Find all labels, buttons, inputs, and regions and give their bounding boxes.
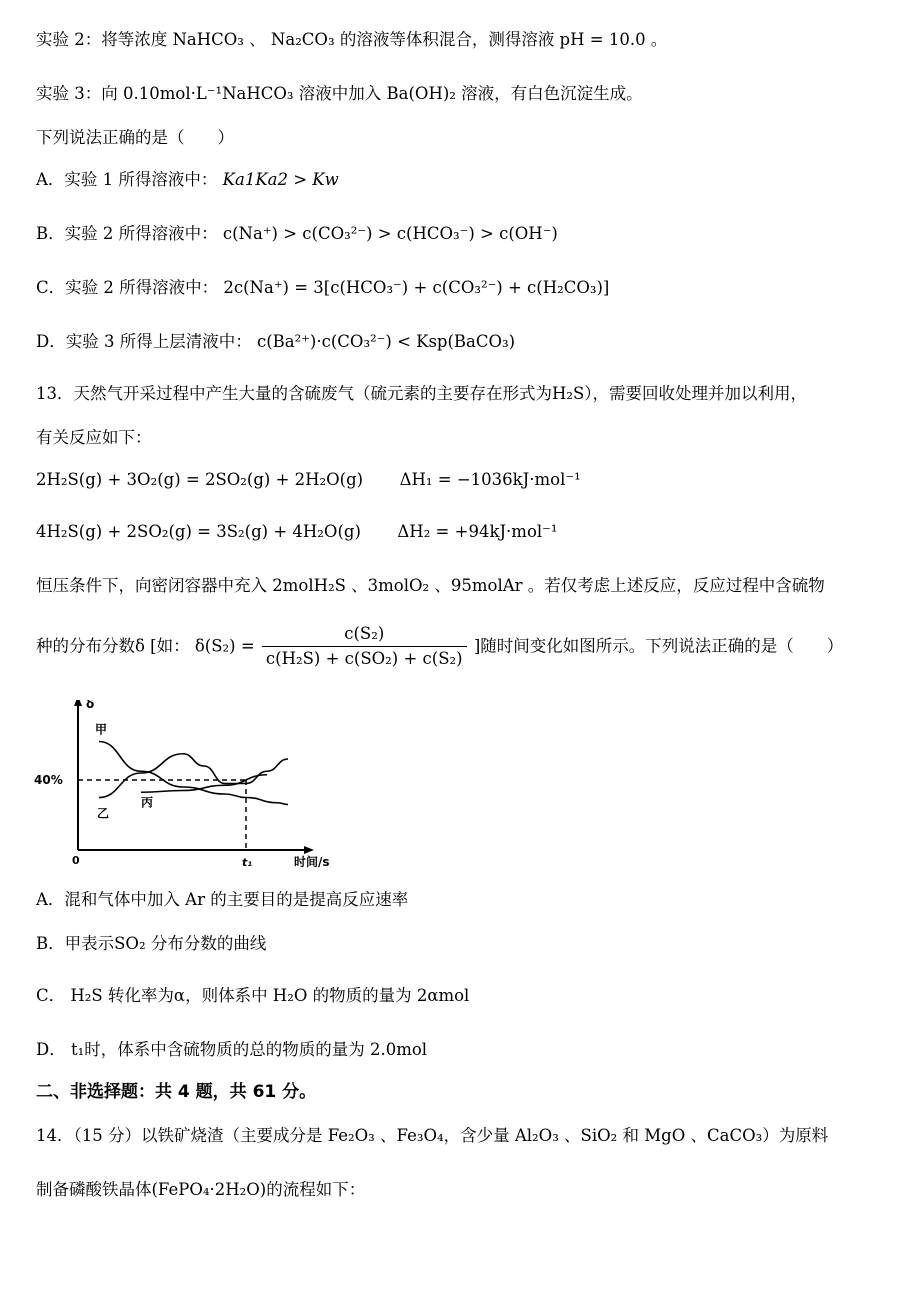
q13-option-a[interactable]: A．混和气体中加入 Ar 的主要目的是提高反应速率 [36, 890, 409, 909]
option-b-label: B．实验 2 所得溶液中： [36, 224, 218, 243]
exp3-text: 向 0.10mol·L⁻¹NaHCO₃ 溶液中加入 Ba(OH)₂ 溶液，有白色沉淀生成。 [101, 84, 643, 103]
exp2-text: 将等浓度 NaHCO₃ 、 Na₂CO₃ 的溶液等体积混合，测得溶液 pH = 10.0 。 [101, 30, 668, 49]
q12-option-d[interactable] [36, 332, 515, 352]
option-a-expr: Ka1Ka2 > Kw [222, 170, 339, 189]
eq1: 2H₂S(g) + 3O₂(g) = 2SO₂(g) + 2H₂O(g) [36, 470, 364, 489]
option-c-label: C．实验 2 所得溶液中： [36, 278, 219, 297]
def-post: ]随时间变化如图所示。下列说法正确的是（ ） [473, 636, 844, 656]
q14-line2: 制备磷酸铁晶体(FePO₄·2H₂O)的流程如下： [36, 1180, 366, 1199]
fraction-numerator: c(S₂) [262, 624, 467, 647]
y-axis-arrow [74, 700, 82, 706]
option-d-expr: c(Ba²⁺)·c(CO₃²⁻) < Ksp(BaCO₃) [256, 332, 516, 351]
eq2: 4H₂S(g) + 2SO₂(g) = 3S₂(g) + 4H₂O(g) [36, 522, 361, 541]
exp3-label: 实验 3： [36, 84, 102, 103]
y-axis-label: δ [86, 700, 95, 711]
section-2-heading: 二、非选择题：共 4 题，共 61 分。 [36, 1082, 317, 1102]
q14-line1: 14．（15 分）以铁矿烧渣（主要成分是 Fe₂O₃ 、Fe₃O₄，含少量 Al₂O₃ 、SiO₂ 和 MgO 、CaCO₃）为原料 [36, 1126, 829, 1145]
x-axis-arrow [304, 846, 314, 854]
x-axis-label: 时间/s [294, 855, 330, 869]
y-tick-label: 40% [34, 773, 63, 787]
option-a-label: A．实验 1 所得溶液中： [36, 170, 218, 189]
x-tick-label: t₁ [242, 856, 253, 869]
q12-option-c[interactable] [36, 278, 609, 298]
dh2: ΔH₂ = +94kJ·mol⁻¹ [397, 522, 558, 541]
exp2-label: 实验 2： [36, 30, 102, 49]
distribution-chart [30, 700, 350, 870]
def-lhs: δ(S₂) = [194, 636, 255, 656]
q13-conditions: 恒压条件下，向密闭容器中充入 2molH₂S 、3molO₂ 、95molAr 。若仅考虑上述反应，反应过程中含硫物 [36, 576, 825, 595]
option-c-expr: 2c(Na⁺) = 3[c(HCO₃⁻) + c(CO₃²⁻) + c(H₂CO₃)] [223, 278, 610, 297]
q12-stem: 下列说法正确的是（ ） [36, 128, 234, 147]
series-0-label: 甲 [95, 722, 108, 737]
q13-line1: 13．天然气开采过程中产生大量的含硫废气（硫元素的主要存在形式为H₂S），需要回收处理并加以利用， [36, 384, 808, 403]
q13-option-d[interactable]: D． t₁时，体系中含硫物质的总的物质的量为 2.0mol [36, 1040, 428, 1059]
q13-equation-2 [36, 522, 557, 542]
origin-label: 0 [72, 854, 80, 867]
q13-equation-1 [36, 470, 581, 490]
q12-option-b[interactable] [36, 224, 558, 244]
q13-line2: 有关反应如下： [36, 428, 152, 447]
def-pre: 种的分布分数δ [如： [36, 636, 190, 656]
option-b-expr: c(Na⁺) > c(CO₃²⁻) > c(HCO₃⁻) > c(OH⁻) [222, 224, 558, 243]
q13-definition [36, 624, 843, 669]
q12-option-a[interactable] [36, 170, 339, 190]
option-d-label: D．实验 3 所得上层清液中： [36, 332, 252, 351]
experiment-3 [36, 84, 643, 104]
experiment-2 [36, 30, 667, 50]
series-1-label: 乙 [97, 806, 110, 821]
fraction-denominator: c(H₂S) + c(SO₂) + c(S₂) [265, 648, 463, 668]
series-0-line [99, 742, 288, 805]
series-2-label: 丙 [141, 795, 154, 810]
dh1: ΔH₁ = −1036kJ·mol⁻¹ [399, 470, 581, 489]
q13-option-c[interactable]: C． H₂S 转化率为α，则体系中 H₂O 的物质的量为 2αmol [36, 986, 470, 1005]
q13-option-b[interactable]: B．甲表示SO₂ 分布分数的曲线 [36, 934, 267, 953]
fraction [262, 624, 467, 669]
